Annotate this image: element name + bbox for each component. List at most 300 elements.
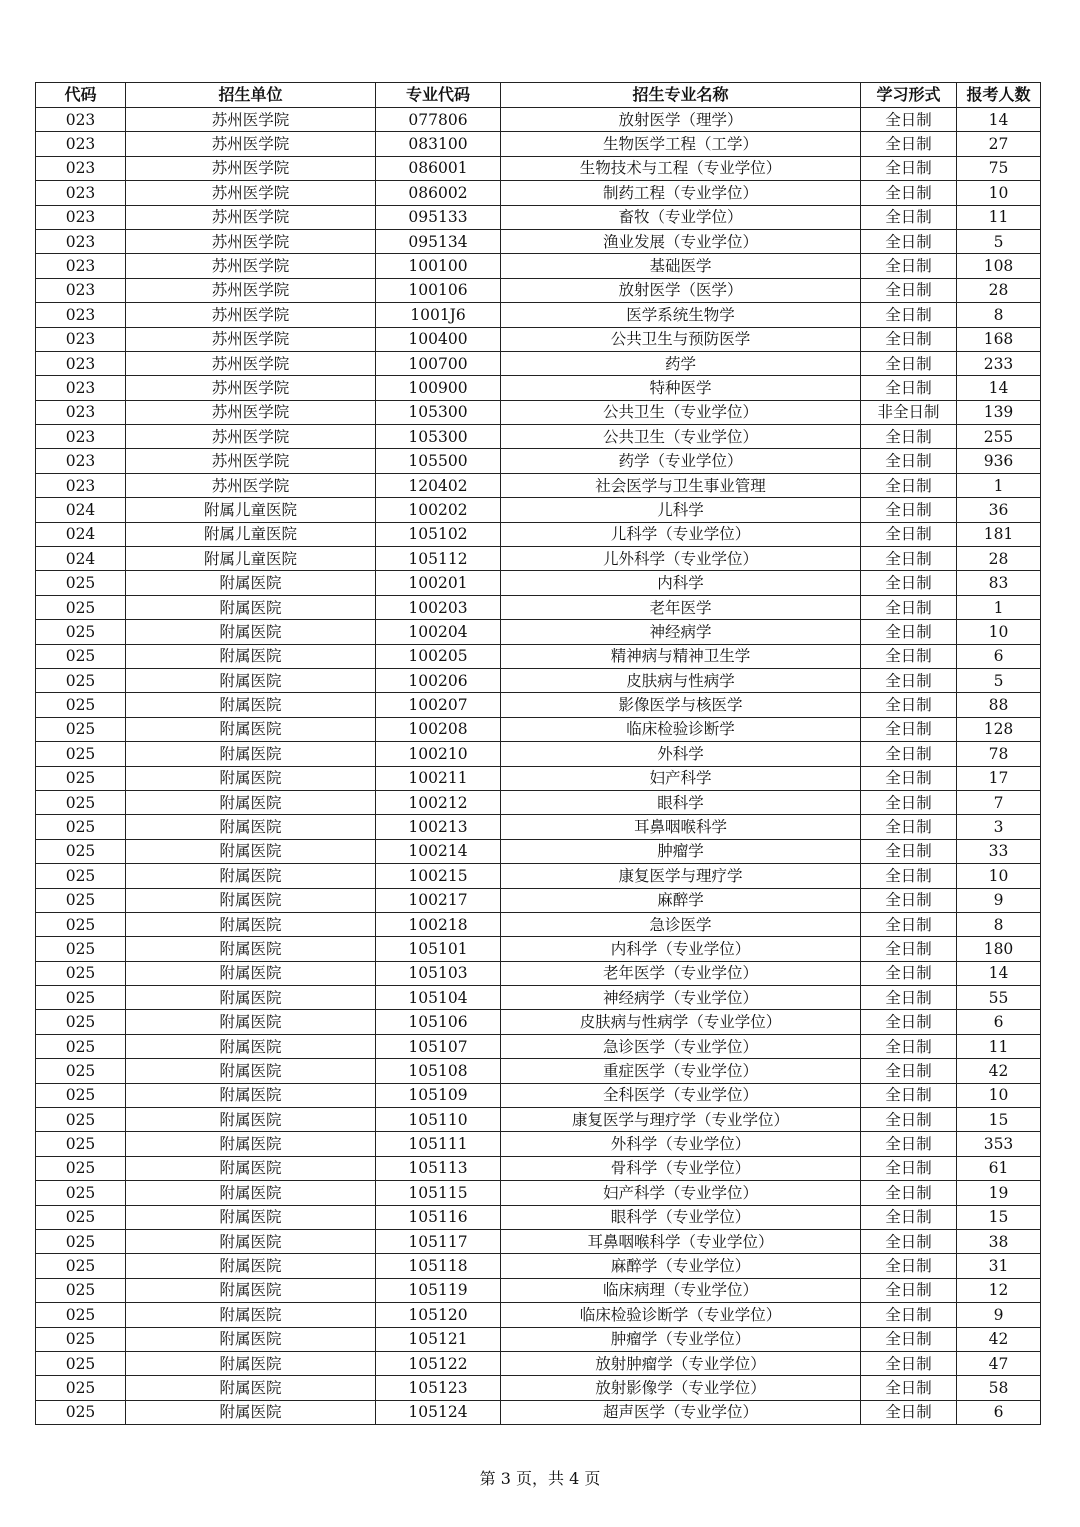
table-body (36, 108, 1041, 1425)
cell-major-code: 100900 (376, 376, 501, 400)
cell-major-code: 105107 (376, 1034, 501, 1058)
cell-major-code: 105104 (376, 986, 501, 1010)
cell-major-code: 105112 (376, 547, 501, 571)
cell-applicant-count: 11 (957, 1034, 1041, 1058)
cell-study-mode: 全日制 (861, 595, 957, 619)
registration-table (35, 82, 1041, 1425)
cell-study-mode: 全日制 (861, 1181, 957, 1205)
table-row (36, 351, 1041, 375)
cell-major-code: 105300 (376, 400, 501, 424)
cell-applicant-count: 233 (957, 351, 1041, 375)
cell-study-mode: 全日制 (861, 1303, 957, 1327)
table-row (36, 303, 1041, 327)
cell-study-mode: 全日制 (861, 1278, 957, 1302)
cell-study-mode: 全日制 (861, 790, 957, 814)
header-major-name: 招生专业名称 (501, 83, 861, 108)
cell-major-name: 社会医学与卫生事业管理 (501, 473, 861, 497)
cell-unit-name: 附属医院 (126, 595, 376, 619)
cell-applicant-count: 58 (957, 1376, 1041, 1400)
cell-unit-code: 023 (36, 181, 126, 205)
cell-applicant-count: 33 (957, 839, 1041, 863)
cell-unit-name: 苏州医学院 (126, 132, 376, 156)
header-code: 代码 (36, 83, 126, 108)
table-row (36, 327, 1041, 351)
cell-major-name: 急诊医学 (501, 912, 861, 936)
cell-applicant-count: 139 (957, 400, 1041, 424)
cell-unit-name: 附属医院 (126, 937, 376, 961)
registration-table-container (35, 82, 1040, 1425)
cell-unit-code: 023 (36, 400, 126, 424)
cell-study-mode: 全日制 (861, 1156, 957, 1180)
cell-applicant-count: 255 (957, 425, 1041, 449)
cell-major-name: 外科学（专业学位） (501, 1132, 861, 1156)
table-row (36, 595, 1041, 619)
cell-unit-name: 苏州医学院 (126, 473, 376, 497)
cell-major-name: 放射肿瘤学（专业学位） (501, 1351, 861, 1375)
table-row (36, 1010, 1041, 1034)
cell-unit-code: 023 (36, 473, 126, 497)
cell-major-code: 100206 (376, 668, 501, 692)
cell-major-code: 105123 (376, 1376, 501, 1400)
cell-major-name: 药学（专业学位） (501, 449, 861, 473)
cell-applicant-count: 42 (957, 1059, 1041, 1083)
cell-major-name: 超声医学（专业学位） (501, 1400, 861, 1424)
cell-unit-code: 025 (36, 693, 126, 717)
cell-study-mode: 全日制 (861, 498, 957, 522)
cell-major-code: 100100 (376, 254, 501, 278)
cell-major-code: 086001 (376, 156, 501, 180)
cell-unit-name: 附属医院 (126, 1278, 376, 1302)
cell-major-name: 急诊医学（专业学位） (501, 1034, 861, 1058)
cell-major-name: 内科学（专业学位） (501, 937, 861, 961)
cell-unit-name: 附属医院 (126, 888, 376, 912)
cell-study-mode: 全日制 (861, 693, 957, 717)
cell-major-name: 妇产科学 (501, 766, 861, 790)
cell-unit-code: 025 (36, 790, 126, 814)
cell-major-code: 105111 (376, 1132, 501, 1156)
cell-study-mode: 全日制 (861, 986, 957, 1010)
cell-applicant-count: 15 (957, 1205, 1041, 1229)
cell-applicant-count: 9 (957, 888, 1041, 912)
cell-unit-name: 附属医院 (126, 620, 376, 644)
cell-unit-code: 025 (36, 937, 126, 961)
cell-unit-code: 023 (36, 351, 126, 375)
cell-study-mode: 全日制 (861, 839, 957, 863)
table-row (36, 181, 1041, 205)
cell-unit-code: 025 (36, 1181, 126, 1205)
cell-unit-name: 附属医院 (126, 1376, 376, 1400)
cell-study-mode: 全日制 (861, 132, 957, 156)
cell-unit-code: 025 (36, 1132, 126, 1156)
table-row (36, 693, 1041, 717)
cell-unit-code: 025 (36, 1108, 126, 1132)
table-row (36, 229, 1041, 253)
table-row (36, 644, 1041, 668)
cell-major-code: 100217 (376, 888, 501, 912)
cell-unit-name: 苏州医学院 (126, 425, 376, 449)
cell-major-code: 105110 (376, 1108, 501, 1132)
cell-major-code: 100208 (376, 717, 501, 741)
table-row (36, 912, 1041, 936)
cell-applicant-count: 55 (957, 986, 1041, 1010)
cell-study-mode: 全日制 (861, 473, 957, 497)
cell-major-code: 100700 (376, 351, 501, 375)
cell-unit-name: 附属医院 (126, 668, 376, 692)
cell-unit-name: 苏州医学院 (126, 205, 376, 229)
cell-major-code: 105106 (376, 1010, 501, 1034)
cell-applicant-count: 8 (957, 303, 1041, 327)
cell-study-mode: 全日制 (861, 1376, 957, 1400)
cell-unit-code: 023 (36, 327, 126, 351)
cell-unit-code: 025 (36, 1034, 126, 1058)
cell-unit-name: 苏州医学院 (126, 449, 376, 473)
cell-applicant-count: 38 (957, 1229, 1041, 1253)
cell-major-code: 1001J6 (376, 303, 501, 327)
cell-unit-code: 025 (36, 1059, 126, 1083)
cell-major-code: 100218 (376, 912, 501, 936)
cell-unit-name: 附属医院 (126, 1010, 376, 1034)
cell-major-name: 妇产科学（专业学位） (501, 1181, 861, 1205)
cell-major-code: 100106 (376, 278, 501, 302)
cell-applicant-count: 10 (957, 181, 1041, 205)
cell-major-name: 儿科学 (501, 498, 861, 522)
cell-major-code: 095134 (376, 229, 501, 253)
cell-study-mode: 全日制 (861, 912, 957, 936)
table-row (36, 1034, 1041, 1058)
cell-unit-code: 025 (36, 1303, 126, 1327)
cell-study-mode: 全日制 (861, 1351, 957, 1375)
table-row (36, 1108, 1041, 1132)
cell-unit-code: 024 (36, 522, 126, 546)
cell-applicant-count: 180 (957, 937, 1041, 961)
cell-study-mode: 全日制 (861, 1205, 957, 1229)
cell-major-name: 儿科学（专业学位） (501, 522, 861, 546)
cell-unit-name: 附属医院 (126, 1156, 376, 1180)
header-unit: 招生单位 (126, 83, 376, 108)
cell-unit-name: 附属医院 (126, 1034, 376, 1058)
cell-applicant-count: 5 (957, 229, 1041, 253)
cell-unit-name: 附属医院 (126, 961, 376, 985)
cell-unit-code: 023 (36, 449, 126, 473)
table-row (36, 1083, 1041, 1107)
cell-major-name: 精神病与精神卫生学 (501, 644, 861, 668)
cell-major-code: 105119 (376, 1278, 501, 1302)
header-major-code: 专业代码 (376, 83, 501, 108)
cell-study-mode: 全日制 (861, 229, 957, 253)
cell-major-name: 耳鼻咽喉科学（专业学位） (501, 1229, 861, 1253)
cell-major-code: 105103 (376, 961, 501, 985)
cell-unit-name: 苏州医学院 (126, 156, 376, 180)
cell-unit-code: 024 (36, 498, 126, 522)
cell-unit-name: 附属医院 (126, 1108, 376, 1132)
page-footer: 第 3 页，共 4 页 (479, 1469, 601, 1488)
cell-study-mode: 全日制 (861, 1327, 957, 1351)
cell-unit-code: 025 (36, 1278, 126, 1302)
cell-unit-name: 苏州医学院 (126, 229, 376, 253)
cell-major-name: 内科学 (501, 571, 861, 595)
cell-unit-name: 附属医院 (126, 1132, 376, 1156)
cell-major-code: 105117 (376, 1229, 501, 1253)
cell-study-mode: 全日制 (861, 961, 957, 985)
header-applicant-count: 报考人数 (957, 83, 1041, 108)
cell-study-mode: 全日制 (861, 1400, 957, 1424)
cell-applicant-count: 8 (957, 912, 1041, 936)
cell-major-name: 放射医学（理学） (501, 108, 861, 132)
table-row (36, 668, 1041, 692)
table-row (36, 864, 1041, 888)
cell-unit-code: 023 (36, 132, 126, 156)
cell-applicant-count: 12 (957, 1278, 1041, 1302)
cell-applicant-count: 6 (957, 644, 1041, 668)
cell-major-code: 100204 (376, 620, 501, 644)
cell-applicant-count: 27 (957, 132, 1041, 156)
cell-unit-code: 025 (36, 1156, 126, 1180)
cell-unit-code: 025 (36, 1400, 126, 1424)
table-row (36, 766, 1041, 790)
cell-unit-name: 苏州医学院 (126, 376, 376, 400)
table-row (36, 132, 1041, 156)
cell-applicant-count: 10 (957, 1083, 1041, 1107)
table-row (36, 108, 1041, 132)
cell-major-name: 公共卫生与预防医学 (501, 327, 861, 351)
cell-unit-code: 025 (36, 1205, 126, 1229)
cell-applicant-count: 28 (957, 547, 1041, 571)
cell-unit-name: 附属医院 (126, 1083, 376, 1107)
cell-major-code: 105500 (376, 449, 501, 473)
cell-unit-code: 025 (36, 888, 126, 912)
cell-unit-name: 附属医院 (126, 1400, 376, 1424)
cell-study-mode: 全日制 (861, 425, 957, 449)
cell-major-name: 儿外科学（专业学位） (501, 547, 861, 571)
table-row (36, 205, 1041, 229)
cell-study-mode: 全日制 (861, 815, 957, 839)
cell-unit-name: 苏州医学院 (126, 181, 376, 205)
table-row (36, 815, 1041, 839)
cell-study-mode: 全日制 (861, 254, 957, 278)
cell-major-code: 100213 (376, 815, 501, 839)
cell-unit-code: 023 (36, 205, 126, 229)
cell-major-name: 麻醉学 (501, 888, 861, 912)
table-row (36, 1181, 1041, 1205)
cell-unit-name: 附属医院 (126, 986, 376, 1010)
cell-study-mode: 全日制 (861, 644, 957, 668)
table-row (36, 1303, 1041, 1327)
cell-major-code: 105122 (376, 1351, 501, 1375)
cell-major-name: 放射医学（医学） (501, 278, 861, 302)
cell-major-name: 骨科学（专业学位） (501, 1156, 861, 1180)
cell-unit-code: 025 (36, 1376, 126, 1400)
cell-study-mode: 全日制 (861, 1083, 957, 1107)
cell-unit-code: 025 (36, 864, 126, 888)
cell-applicant-count: 3 (957, 815, 1041, 839)
cell-applicant-count: 9 (957, 1303, 1041, 1327)
cell-major-name: 临床检验诊断学 (501, 717, 861, 741)
cell-major-name: 眼科学 (501, 790, 861, 814)
cell-study-mode: 全日制 (861, 766, 957, 790)
cell-unit-code: 025 (36, 1083, 126, 1107)
table-row (36, 1229, 1041, 1253)
cell-unit-name: 附属医院 (126, 1303, 376, 1327)
cell-applicant-count: 31 (957, 1254, 1041, 1278)
cell-applicant-count: 181 (957, 522, 1041, 546)
cell-unit-code: 025 (36, 742, 126, 766)
cell-unit-code: 023 (36, 229, 126, 253)
cell-study-mode: 全日制 (861, 156, 957, 180)
cell-unit-code: 023 (36, 156, 126, 180)
cell-major-name: 老年医学（专业学位） (501, 961, 861, 985)
table-row (36, 278, 1041, 302)
cell-unit-name: 苏州医学院 (126, 327, 376, 351)
cell-unit-name: 苏州医学院 (126, 254, 376, 278)
cell-applicant-count: 1 (957, 595, 1041, 619)
cell-major-code: 105109 (376, 1083, 501, 1107)
cell-major-name: 康复医学与理疗学（专业学位） (501, 1108, 861, 1132)
cell-unit-name: 苏州医学院 (126, 351, 376, 375)
table-row (36, 498, 1041, 522)
table-row (36, 986, 1041, 1010)
cell-major-code: 100215 (376, 864, 501, 888)
cell-major-code: 105300 (376, 425, 501, 449)
cell-unit-code: 025 (36, 595, 126, 619)
cell-unit-code: 025 (36, 766, 126, 790)
cell-major-name: 药学 (501, 351, 861, 375)
cell-study-mode: 全日制 (861, 1108, 957, 1132)
table-row (36, 1156, 1041, 1180)
cell-major-name: 放射影像学（专业学位） (501, 1376, 861, 1400)
cell-applicant-count: 17 (957, 766, 1041, 790)
cell-major-name: 神经病学 (501, 620, 861, 644)
cell-unit-code: 025 (36, 644, 126, 668)
cell-applicant-count: 61 (957, 1156, 1041, 1180)
cell-applicant-count: 6 (957, 1010, 1041, 1034)
cell-study-mode: 全日制 (861, 351, 957, 375)
cell-study-mode: 全日制 (861, 1132, 957, 1156)
cell-unit-name: 附属医院 (126, 1327, 376, 1351)
cell-unit-name: 附属医院 (126, 1229, 376, 1253)
cell-applicant-count: 168 (957, 327, 1041, 351)
cell-major-code: 105102 (376, 522, 501, 546)
cell-unit-name: 附属儿童医院 (126, 547, 376, 571)
cell-major-code: 100210 (376, 742, 501, 766)
cell-unit-code: 025 (36, 1229, 126, 1253)
cell-unit-name: 附属医院 (126, 864, 376, 888)
cell-major-code: 105118 (376, 1254, 501, 1278)
cell-major-code: 100214 (376, 839, 501, 863)
cell-applicant-count: 108 (957, 254, 1041, 278)
table-row (36, 376, 1041, 400)
cell-major-code: 100207 (376, 693, 501, 717)
cell-unit-code: 025 (36, 571, 126, 595)
cell-applicant-count: 11 (957, 205, 1041, 229)
cell-major-code: 077806 (376, 108, 501, 132)
table-row (36, 839, 1041, 863)
cell-study-mode: 全日制 (861, 278, 957, 302)
cell-major-code: 083100 (376, 132, 501, 156)
cell-unit-name: 苏州医学院 (126, 108, 376, 132)
cell-study-mode: 全日制 (861, 181, 957, 205)
table-row (36, 620, 1041, 644)
cell-study-mode: 全日制 (861, 1034, 957, 1058)
cell-study-mode: 全日制 (861, 1254, 957, 1278)
table-row (36, 473, 1041, 497)
cell-unit-code: 025 (36, 1010, 126, 1034)
cell-major-name: 临床病理（专业学位） (501, 1278, 861, 1302)
cell-unit-name: 附属医院 (126, 815, 376, 839)
cell-major-name: 畜牧（专业学位） (501, 205, 861, 229)
cell-unit-name: 附属医院 (126, 839, 376, 863)
cell-unit-code: 025 (36, 839, 126, 863)
cell-study-mode: 全日制 (861, 717, 957, 741)
cell-major-name: 生物技术与工程（专业学位） (501, 156, 861, 180)
cell-unit-name: 附属医院 (126, 717, 376, 741)
cell-applicant-count: 75 (957, 156, 1041, 180)
cell-unit-name: 附属医院 (126, 571, 376, 595)
cell-unit-code: 023 (36, 376, 126, 400)
cell-major-code: 105124 (376, 1400, 501, 1424)
cell-major-name: 外科学 (501, 742, 861, 766)
cell-unit-code: 023 (36, 303, 126, 327)
cell-unit-code: 025 (36, 1351, 126, 1375)
cell-major-name: 皮肤病与性病学（专业学位） (501, 1010, 861, 1034)
cell-applicant-count: 36 (957, 498, 1041, 522)
cell-major-code: 105121 (376, 1327, 501, 1351)
cell-applicant-count: 6 (957, 1400, 1041, 1424)
cell-study-mode: 全日制 (861, 571, 957, 595)
cell-applicant-count: 14 (957, 108, 1041, 132)
table-row (36, 888, 1041, 912)
table-row (36, 400, 1041, 424)
cell-study-mode: 全日制 (861, 620, 957, 644)
table-row (36, 1278, 1041, 1302)
cell-unit-code: 025 (36, 668, 126, 692)
cell-study-mode: 全日制 (861, 742, 957, 766)
cell-unit-code: 023 (36, 254, 126, 278)
cell-applicant-count: 7 (957, 790, 1041, 814)
cell-unit-name: 苏州医学院 (126, 303, 376, 327)
cell-major-name: 公共卫生（专业学位） (501, 400, 861, 424)
cell-unit-code: 023 (36, 425, 126, 449)
cell-unit-code: 025 (36, 620, 126, 644)
table-row (36, 1351, 1041, 1375)
table-row (36, 961, 1041, 985)
cell-unit-code: 025 (36, 815, 126, 839)
cell-unit-name: 附属医院 (126, 790, 376, 814)
cell-unit-code: 023 (36, 278, 126, 302)
cell-major-name: 皮肤病与性病学 (501, 668, 861, 692)
cell-study-mode: 全日制 (861, 1010, 957, 1034)
cell-unit-code: 025 (36, 912, 126, 936)
cell-major-name: 基础医学 (501, 254, 861, 278)
table-row (36, 254, 1041, 278)
table-row (36, 571, 1041, 595)
cell-unit-name: 附属医院 (126, 1181, 376, 1205)
cell-applicant-count: 19 (957, 1181, 1041, 1205)
cell-applicant-count: 42 (957, 1327, 1041, 1351)
cell-study-mode: 全日制 (861, 547, 957, 571)
cell-unit-code: 023 (36, 108, 126, 132)
cell-applicant-count: 47 (957, 1351, 1041, 1375)
cell-major-name: 特种医学 (501, 376, 861, 400)
cell-unit-name: 附属儿童医院 (126, 498, 376, 522)
cell-major-code: 100211 (376, 766, 501, 790)
cell-major-code: 100203 (376, 595, 501, 619)
cell-unit-name: 附属医院 (126, 1059, 376, 1083)
cell-unit-name: 附属医院 (126, 693, 376, 717)
table-row (36, 717, 1041, 741)
cell-unit-code: 025 (36, 717, 126, 741)
cell-applicant-count: 14 (957, 961, 1041, 985)
cell-study-mode: 全日制 (861, 864, 957, 888)
